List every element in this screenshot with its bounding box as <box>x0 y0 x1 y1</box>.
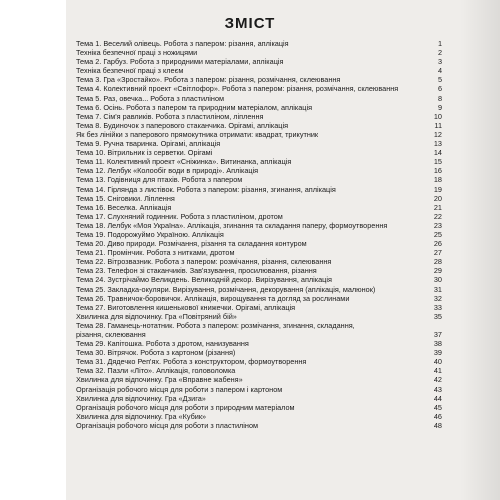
toc-entry-title: Тема 10. Вітрильник із серветки. Орігамі <box>76 148 213 158</box>
toc-entry <box>76 75 442 85</box>
toc-entry-page-number: 29 <box>433 266 442 276</box>
toc-entry-page-number: 20 <box>433 193 442 203</box>
toc-entry-page-number: 44 <box>433 393 442 403</box>
toc-entry-page-number: 15 <box>433 157 442 167</box>
toc-entry-title: Тема 5. Раз, овечка... Робота з пластиліном <box>76 93 225 103</box>
toc-entry <box>76 348 442 358</box>
toc-entry-page-number: 38 <box>433 339 442 349</box>
toc-entry-page-number: 40 <box>433 357 442 367</box>
toc-entry-page-number: 14 <box>433 148 442 158</box>
toc-entry-title: Тема 23. Телефон зі стаканчиків. Зав'язування, просилювання, різання <box>76 266 317 276</box>
toc-entry-title: Тема 26. Травничок-боровичок. Аплікація, вирощування та догляд за рослинами <box>76 293 350 303</box>
toc-entry-page-number: 4 <box>437 66 442 76</box>
toc-entry <box>76 175 442 185</box>
toc-entry-page-number: 21 <box>433 202 442 212</box>
toc-entry-page-number: 39 <box>433 348 442 358</box>
toc-entry-page-number: 13 <box>433 139 442 149</box>
toc-entry-page-number: 12 <box>433 129 442 139</box>
toc-entry <box>76 339 442 349</box>
toc-entry-title: Тема 22. Вітрозвазник. Робота з папером: розмічання, різання, склеювання <box>76 257 332 267</box>
toc-entry-page-number: 32 <box>433 293 442 303</box>
toc-entry-title: Тема 25. Закладка-окуляри. Вирізування, розмічання, декорування (аплікація, малюнок) <box>76 284 376 294</box>
toc-entry-title: Тема 28. Гаманець-нотатник. Робота з папером: розмічання, згинання, складання, різання, склеювання <box>76 320 355 339</box>
toc-entry-page-number: 41 <box>433 366 442 376</box>
toc-entry <box>76 193 442 203</box>
toc-entry-title: Тема 9. Ручна тваринка. Орігамі, аплікація <box>76 139 221 149</box>
toc-entry-page-number: 31 <box>433 284 442 294</box>
toc-entry-title: Тема 27. Виготовлення кишенькової книжечки. Орігамі, аплікація <box>76 302 296 312</box>
toc-entry-title: Хвилинка для відпочинку. Гра «Повітряний бій» <box>76 311 237 321</box>
toc-entry-page-number: 46 <box>433 411 442 421</box>
toc-entry <box>76 393 442 403</box>
toc-entry-page-number: 42 <box>433 375 442 385</box>
toc-entry <box>76 366 442 376</box>
toc-entry-page-number: 37 <box>433 330 442 339</box>
toc-entry-title: Тема 7. Сім'я равликів. Робота з пластиліном, ліплення <box>76 111 264 121</box>
toc-entry-page-number: 11 <box>434 120 442 130</box>
toc-entry-page-number: 10 <box>433 111 442 121</box>
toc-entry-title: Тема 8. Будиночок з паперового стаканчика. Орігамі, аплікація <box>76 120 289 130</box>
toc-entry-title: Організація робочого місця для роботи з пластиліном <box>76 420 259 430</box>
toc-entry <box>76 102 442 112</box>
toc-entry <box>76 93 442 103</box>
toc-entry-page-number: 18 <box>433 175 442 185</box>
toc-entry <box>76 284 442 294</box>
toc-entry-title: Тема 2. Гарбуз. Робота з природними матеріалами, аплікація <box>76 57 284 67</box>
page-edge-shadow <box>460 0 500 500</box>
toc-entry-title: Тема 17. Слухняний годинник. Робота з пластиліном, дротом <box>76 211 283 221</box>
toc-entry <box>76 320 442 339</box>
toc-entry-title: Як без лінійки з паперового прямокутника отримати: квадрат, трикутник <box>76 129 319 139</box>
toc-entry <box>76 148 442 158</box>
toc-entry-title: Тема 18. Лелбук «Моя Україна». Аплікація, згинання та складання паперу, формоутворення <box>76 220 388 230</box>
toc-entry-title: Тема 1. Веселий олівець. Робота з папером: різання, аплікація <box>76 39 289 48</box>
toc-entry <box>76 357 442 367</box>
toc-entry <box>76 84 442 94</box>
toc-entry <box>76 257 442 267</box>
toc-entry <box>76 111 442 121</box>
page-title: ЗМІСТ <box>224 15 276 32</box>
toc-entry-title: Організація робочого місця для роботи з папером і картоном <box>76 384 283 394</box>
toc-entry-title: Тема 31. Дядечко Реп'ях. Робота з конструктором, формоутворення <box>76 357 307 367</box>
toc-entry <box>76 266 442 276</box>
toc-entry-title: Тема 16. Веселка. Аплікація <box>76 202 172 212</box>
toc-entry-title: Тема 15. Сніговики. Ліплення <box>76 193 175 203</box>
toc-entry-title: Тема 12. Лелбук «Колообіг води в природі». Аплікація <box>76 166 259 176</box>
toc-entry <box>76 57 442 67</box>
toc-entry-title: Тема 6. Осінь. Робота з папером та природним матеріалом, аплікація <box>76 102 313 112</box>
toc-entry <box>76 229 442 239</box>
toc-entry-title: Тема 3. Гра «Зростайко». Робота з папером: різання, розмічання, склеювання <box>76 75 341 85</box>
toc-entry-title: Тема 11. Колективний проект «Сніжинка». Витинанка, аплікація <box>76 157 292 167</box>
toc-entry-title: Техніка безпечної праці з ножицями <box>76 48 198 58</box>
toc-entry-title: Тема 19. Подорожуймо Україною. Аплікація <box>76 229 224 239</box>
toc-entry-title: Хвилинка для відпочинку. Гра «Вправне жабеня» <box>76 375 243 385</box>
toc-entry-page-number: 35 <box>433 311 442 321</box>
toc-entry <box>76 120 442 130</box>
toc-entry-title: Тема 21. Промінчик. Робота з нитками, дротом <box>76 248 235 258</box>
toc-entry-page-number: 48 <box>433 420 442 430</box>
toc-entry <box>76 302 442 312</box>
toc-entry-page-number: 16 <box>433 166 442 176</box>
toc-entry-page-number: 9 <box>437 102 442 112</box>
toc-entry-title: Техніка безпечної праці з клеєм <box>76 66 184 76</box>
toc-entry <box>76 384 442 394</box>
toc-entry-page-number: 8 <box>437 93 442 103</box>
toc-entry <box>76 275 442 285</box>
toc-entry-page-number: 19 <box>433 184 442 194</box>
toc-entry <box>76 48 442 58</box>
toc-entry-title: Організація робочого місця для роботи з природним матеріалом <box>76 402 295 412</box>
toc-entry-page-number: 3 <box>437 57 442 67</box>
toc-entry-title: Тема 24. Зустрічаймо Великдень. Великодній декор. Вирізування, аплікація <box>76 275 332 285</box>
toc-entry-page-number: 22 <box>433 211 442 221</box>
toc-entry-page-number: 23 <box>433 220 442 230</box>
toc-entry <box>76 411 442 421</box>
toc-entry-page-number: 45 <box>433 402 442 412</box>
toc-entry-page-number: 6 <box>437 84 442 94</box>
toc-entry-title: Хвилинка для відпочинку. Гра «Кубик» <box>76 411 207 421</box>
toc-entry <box>76 66 442 76</box>
toc-entry-page-number: 5 <box>437 75 442 85</box>
toc-entry-title: Тема 20. Диво природи. Розмічання, різання та складання контуром <box>76 239 307 249</box>
toc-entry-page-number: 2 <box>437 48 442 58</box>
toc-entry-title: Хвилинка для відпочинку. Гра «Дзига» <box>76 393 206 403</box>
toc-entry <box>76 375 442 385</box>
toc-entry-page-number: 1 <box>437 39 442 48</box>
toc-entry <box>76 402 442 412</box>
toc-entry-title: Тема 29. Капітошка. Робота з дротом, нанизування <box>76 339 249 349</box>
toc-entry-page-number: 25 <box>433 229 442 239</box>
toc-entry-title: Тема 30. Вітрячок. Робота з картоном (різання) <box>76 348 236 358</box>
toc-entry <box>76 211 442 221</box>
toc-entry <box>76 248 442 258</box>
toc-entry-page-number: 33 <box>433 302 442 312</box>
toc-entry-page-number: 26 <box>433 239 442 249</box>
toc-entry <box>76 39 442 48</box>
toc-entry-title: Тема 14. Гірлянда з листівок. Робота з папером: різання, згинання, аплікація <box>76 184 336 194</box>
toc-entry-title: Тема 4. Колективний проект «Світлофор». Робота з папером: різання, розмічання, склеювання <box>76 84 399 94</box>
toc-entry-title: Тема 13. Годівниця для птахів. Робота з папером <box>76 175 243 185</box>
table-of-contents <box>76 39 442 430</box>
toc-entry-title: Тема 32. Пазли «Літо». Аплікація, головоломка <box>76 366 236 376</box>
toc-entry <box>76 157 442 167</box>
toc-entry <box>76 184 442 194</box>
toc-entry <box>76 220 442 230</box>
toc-entry-page-number: 27 <box>433 248 442 258</box>
toc-entry-page-number: 30 <box>433 275 442 285</box>
toc-entry-page-number: 43 <box>433 384 442 394</box>
toc-entry <box>76 166 442 176</box>
toc-entry <box>76 129 442 139</box>
toc-entry <box>76 202 442 212</box>
toc-entry <box>76 311 442 321</box>
toc-entry-page-number: 28 <box>433 257 442 267</box>
toc-entry <box>76 293 442 303</box>
toc-entry <box>76 420 442 430</box>
toc-entry <box>76 239 442 249</box>
toc-entry <box>76 139 442 149</box>
